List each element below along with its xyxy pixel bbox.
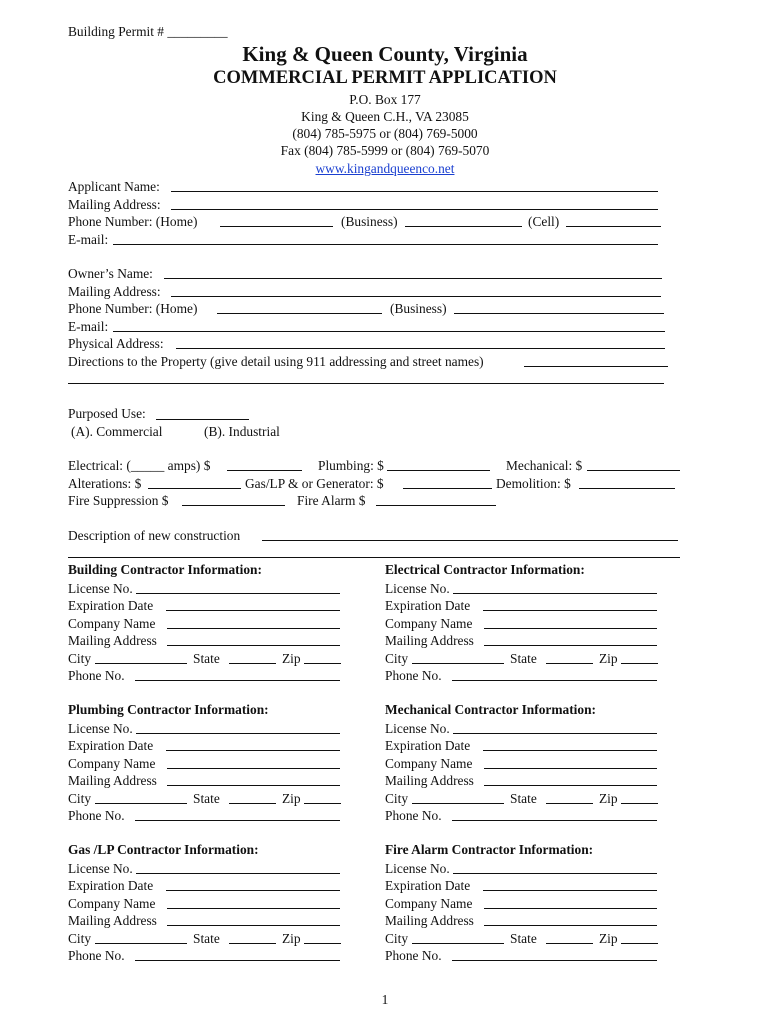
gas-lp-state-label: State [193, 930, 220, 946]
electrical-city-label: City [385, 650, 409, 666]
fire-alarm-mailing-address-field[interactable] [484, 925, 657, 926]
directions-label: Directions to the Property (give detail using 911 addressing and street names) [68, 354, 484, 369]
applicant-cell-label: (Cell) [528, 214, 560, 229]
plumbing-license-number-field[interactable] [136, 733, 340, 734]
building-mailing-address-field[interactable] [167, 645, 340, 646]
owner-home-phone-field[interactable] [217, 313, 382, 314]
electrical-expiration-date-field[interactable] [483, 610, 657, 611]
page-number: 1 [381, 992, 389, 1007]
electrical-cost-field[interactable] [227, 470, 302, 471]
electrical-license-number-label: License No. [385, 580, 450, 596]
county-title: King & Queen County, Virginia [242, 42, 528, 66]
fire-alarm-license-number-field[interactable] [453, 873, 657, 874]
building-expiration-date-label: Expiration Date [68, 598, 154, 613]
electrical-zip-label: Zip [599, 650, 618, 666]
applicant-name-field[interactable] [171, 191, 658, 192]
gas-lp-license-number-label: License No. [68, 860, 133, 876]
fire-alarm-state-label: State [510, 930, 537, 946]
building-city-label: City [68, 650, 92, 666]
building-city-field[interactable] [95, 663, 187, 664]
mechanical-mailing-address-label: Mailing Address [385, 773, 474, 788]
applicant-email-label: E-mail: [68, 232, 109, 247]
city-line: King & Queen C.H., VA 23085 [301, 109, 469, 124]
description-row [68, 527, 240, 544]
plumbing-zip-field[interactable] [304, 803, 341, 804]
owner-business-label: (Business) [390, 301, 447, 316]
applicant-mailing-field[interactable] [171, 209, 658, 210]
fire-alarm-company-name-field[interactable] [484, 908, 657, 909]
gas-lp-city-label: City [68, 930, 92, 946]
directions-field-line-2[interactable] [68, 383, 664, 384]
fire-suppression-label: Fire Suppression $ [68, 493, 169, 508]
applicant-email-row [68, 231, 108, 248]
applicant-home-phone-field[interactable] [220, 226, 333, 227]
plumbing-zip-label: Zip [282, 790, 301, 806]
mechanical-state-label: State [510, 790, 537, 806]
fax-line: Fax (804) 785-5999 or (804) 769-5070 [280, 143, 490, 158]
building-permit-number: Building Permit # _________ [68, 24, 228, 39]
applicant-name-row [68, 178, 160, 195]
mechanical-label: Mechanical: $ [506, 458, 583, 473]
directions-row [68, 353, 484, 370]
electrical-phone-label: Phone No. [385, 668, 442, 683]
mechanical-license-number-label: License No. [385, 720, 450, 736]
mechanical-city-label: City [385, 790, 409, 806]
fire-alarm-phone-label: Phone No. [385, 948, 442, 963]
owner-name-field[interactable] [164, 278, 662, 279]
plumbing-city-label: City [68, 790, 92, 806]
owner-physical-label: Physical Address: [68, 336, 164, 351]
fire-alarm-expiration-date-label: Expiration Date [385, 878, 471, 893]
mechanical-phone-label: Phone No. [385, 808, 442, 823]
applicant-phone-row [68, 213, 197, 230]
owner-mailing-field[interactable] [171, 296, 661, 297]
purposed-use-row [68, 405, 146, 422]
owner-email-row [68, 318, 108, 335]
applicant-email-field[interactable] [113, 244, 658, 245]
mechanical-zip-field[interactable] [621, 803, 658, 804]
plumbing-city-field[interactable] [95, 803, 187, 804]
electrical-phone-field[interactable] [452, 680, 657, 681]
gas-lp-zip-label: Zip [282, 930, 301, 946]
fire-alarm-city-label: City [385, 930, 409, 946]
plumbing-label: Plumbing: $ [318, 458, 384, 473]
gas-lp-state-field[interactable] [229, 943, 276, 944]
fire-alarm-phone-field[interactable] [452, 960, 657, 961]
phone-line: (804) 785-5975 or (804) 769-5000 [292, 126, 478, 141]
alterations-cost-row [68, 475, 141, 492]
po-box: P.O. Box 177 [349, 92, 421, 107]
building-phone-field[interactable] [135, 680, 340, 681]
fire-alarm-cost-field[interactable] [376, 505, 496, 506]
directions-field[interactable] [524, 366, 668, 367]
building-company-name-label: Company Name [68, 615, 156, 631]
building-phone-label: Phone No. [68, 668, 125, 683]
mechanical-phone-field[interactable] [452, 820, 657, 821]
electrical-cost-row [68, 457, 210, 474]
gas-lp-license-number-field[interactable] [136, 873, 340, 874]
fire-alarm-contractor-title: Fire Alarm Contractor Information: [385, 842, 594, 857]
fire-alarm-expiration-date-field[interactable] [483, 890, 657, 891]
form-title: COMMERCIAL PERMIT APPLICATION [213, 68, 557, 88]
building-expiration-date-field[interactable] [166, 610, 340, 611]
electrical-mailing-address-label: Mailing Address [385, 633, 474, 648]
plumbing-contractor-title: Plumbing Contractor Information: [68, 702, 269, 717]
fire-alarm-license-number-label: License No. [385, 860, 450, 876]
applicant-business-phone-field[interactable] [405, 226, 522, 227]
owner-email-field[interactable] [113, 331, 665, 332]
owner-name-row [68, 265, 153, 282]
plumbing-phone-field[interactable] [135, 820, 340, 821]
description-label: Description of new construction [68, 528, 241, 543]
electrical-state-field[interactable] [546, 663, 593, 664]
fire-suppression-cost-field[interactable] [182, 505, 285, 506]
owner-email-label: E-mail: [68, 319, 109, 334]
electrical-company-name-label: Company Name [385, 615, 473, 631]
building-mailing-address-label: Mailing Address [68, 633, 157, 648]
use-option-industrial[interactable]: (B). Industrial [204, 424, 280, 439]
website-line [0, 161, 770, 177]
description-field[interactable] [262, 540, 678, 541]
mechanical-expiration-date-label: Expiration Date [385, 738, 471, 753]
building-company-name-field[interactable] [167, 628, 340, 629]
fire-alarm-mailing-address-label: Mailing Address [385, 913, 474, 928]
gas-lp-city-field[interactable] [95, 943, 187, 944]
gas-lp-zip-field[interactable] [304, 943, 341, 944]
purposed-use-field[interactable] [156, 419, 249, 420]
fire-alarm-state-field[interactable] [546, 943, 593, 944]
gas-lp-mailing-address-field[interactable] [167, 925, 340, 926]
applicant-mailing-label: Mailing Address: [68, 197, 161, 212]
electrical-expiration-date-label: Expiration Date [385, 598, 471, 613]
fire-alarm-company-name-label: Company Name [385, 895, 473, 911]
applicant-phone-label: Phone Number: (Home) [68, 214, 198, 229]
applicant-cell-phone-field[interactable] [566, 226, 661, 227]
gas-generator-cost-field[interactable] [403, 488, 492, 489]
mechanical-license-number-field[interactable] [453, 733, 657, 734]
use-option-commercial[interactable]: (A). Commercial [71, 424, 163, 439]
plumbing-company-name-field[interactable] [167, 768, 340, 769]
electrical-company-name-field[interactable] [484, 628, 657, 629]
fire-alarm-zip-field[interactable] [621, 943, 658, 944]
plumbing-state-label: State [193, 790, 220, 806]
owner-physical-address-field[interactable] [176, 348, 665, 349]
owner-mailing-row [68, 283, 161, 300]
building-zip-label: Zip [282, 650, 301, 666]
building-license-number-field[interactable] [136, 593, 340, 594]
plumbing-state-field[interactable] [229, 803, 276, 804]
electrical-label: Electrical: (_____ amps) $ [68, 458, 211, 473]
applicant-name-label: Applicant Name: [68, 179, 160, 194]
gas-lp-expiration-date-field[interactable] [166, 890, 340, 891]
mechanical-cost-field[interactable] [587, 470, 680, 471]
gas-lp-company-name-field[interactable] [167, 908, 340, 909]
owner-phone-row [68, 300, 197, 317]
electrical-city-field[interactable] [412, 663, 504, 664]
alterations-cost-field[interactable] [148, 488, 241, 489]
owner-name-label: Owner’s Name: [68, 266, 153, 281]
plumbing-cost-field[interactable] [387, 470, 490, 471]
gas-lp-expiration-date-label: Expiration Date [68, 878, 154, 893]
electrical-zip-field[interactable] [621, 663, 658, 664]
gas-lp-phone-label: Phone No. [68, 948, 125, 963]
electrical-state-label: State [510, 650, 537, 666]
building-contractor-title: Building Contractor Information: [68, 562, 262, 577]
mechanical-zip-label: Zip [599, 790, 618, 806]
fire-suppression-row [68, 492, 168, 509]
building-zip-field[interactable] [304, 663, 341, 664]
owner-phone-label: Phone Number: (Home) [68, 301, 198, 316]
applicant-mailing-row [68, 196, 161, 213]
gas-lp-contractor-title: Gas /LP Contractor Information: [68, 842, 259, 857]
fire-alarm-zip-label: Zip [599, 930, 618, 946]
electrical-contractor-title: Electrical Contractor Information: [385, 562, 585, 577]
building-state-label: State [193, 650, 220, 666]
fire-alarm-city-field[interactable] [412, 943, 504, 944]
plumbing-license-number-label: License No. [68, 720, 133, 736]
owner-business-phone-field[interactable] [454, 313, 664, 314]
plumbing-expiration-date-label: Expiration Date [68, 738, 154, 753]
mechanical-company-name-field[interactable] [484, 768, 657, 769]
building-state-field[interactable] [229, 663, 276, 664]
demolition-cost-field[interactable] [579, 488, 675, 489]
plumbing-expiration-date-field[interactable] [166, 750, 340, 751]
owner-mailing-label: Mailing Address: [68, 284, 161, 299]
applicant-business-label: (Business) [341, 214, 398, 229]
purposed-use-label: Purposed Use: [68, 406, 146, 421]
mechanical-expiration-date-field[interactable] [483, 750, 657, 751]
mechanical-company-name-label: Company Name [385, 755, 473, 771]
plumbing-mailing-address-field[interactable] [167, 785, 340, 786]
building-license-number-label: License No. [68, 580, 133, 596]
alterations-label: Alterations: $ [68, 476, 142, 491]
gas-lp-phone-field[interactable] [135, 960, 340, 961]
mechanical-mailing-address-field[interactable] [484, 785, 657, 786]
electrical-mailing-address-field[interactable] [484, 645, 657, 646]
gas-lp-mailing-address-label: Mailing Address [68, 913, 157, 928]
gas-lp-company-name-label: Company Name [68, 895, 156, 911]
mechanical-state-field[interactable] [546, 803, 593, 804]
owner-physical-row [68, 335, 164, 352]
mechanical-contractor-title: Mechanical Contractor Information: [385, 702, 596, 717]
description-field-line-2[interactable] [68, 557, 680, 558]
demolition-label: Demolition: $ [496, 476, 571, 491]
plumbing-mailing-address-label: Mailing Address [68, 773, 157, 788]
plumbing-company-name-label: Company Name [68, 755, 156, 771]
electrical-license-number-field[interactable] [453, 593, 657, 594]
website-link[interactable]: www.kingandqueenco.net [315, 161, 455, 176]
mechanical-city-field[interactable] [412, 803, 504, 804]
gas-generator-label: Gas/LP & or Generator: $ [245, 476, 384, 491]
plumbing-phone-label: Phone No. [68, 808, 125, 823]
fire-alarm-label: Fire Alarm $ [297, 493, 366, 508]
